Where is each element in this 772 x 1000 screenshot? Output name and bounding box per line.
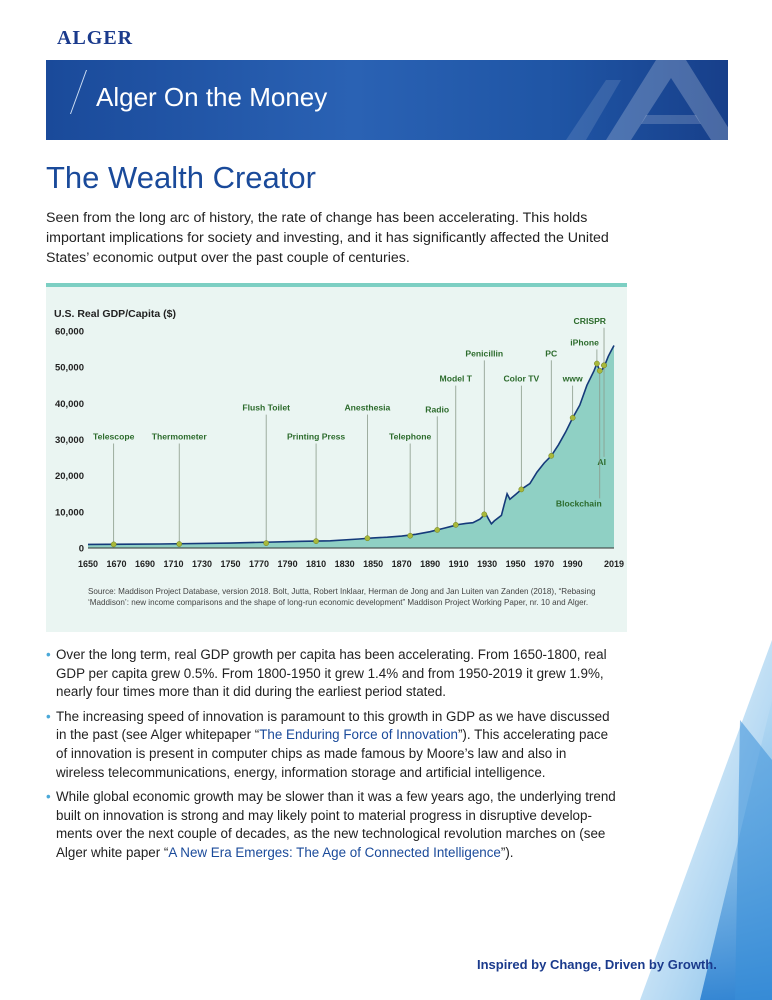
banner-title: Alger On the Money bbox=[96, 82, 328, 112]
x-tick-label: 1670 bbox=[106, 559, 127, 569]
annotation-label: Radio bbox=[425, 404, 450, 415]
annotation-marker bbox=[111, 542, 116, 547]
bullet-item bbox=[46, 788, 616, 862]
annotation-marker bbox=[597, 368, 602, 373]
annotation-marker bbox=[313, 539, 318, 544]
x-tick-label: 1930 bbox=[477, 559, 498, 569]
annotation-label: Telescope bbox=[92, 431, 135, 442]
x-tick-label: 2019 bbox=[603, 559, 625, 569]
y-tick-label: 30,000 bbox=[54, 435, 84, 446]
annotation-label: www bbox=[562, 373, 583, 384]
y-tick-label: 60,000 bbox=[54, 326, 84, 338]
x-tick-label: 1970 bbox=[534, 559, 555, 569]
annotation-label: Flush Toilet bbox=[242, 402, 290, 413]
annotation-label: CRISPR bbox=[573, 315, 607, 326]
annotation-marker bbox=[365, 536, 370, 541]
chart-title: U.S. Real GDP/Capita ($) bbox=[54, 308, 176, 320]
x-tick-label: 1890 bbox=[420, 559, 441, 569]
gdp-chart bbox=[46, 283, 627, 632]
intro-paragraph: Seen from the long arc of history, the rate of change has been accelerating. This holds important implications for society and investing, and it has significantly affected the United States’ economic output over the past couple of centuries. bbox=[46, 210, 609, 266]
bullet-text-post: ”). bbox=[500, 844, 514, 860]
annotation-marker bbox=[482, 512, 487, 517]
x-tick-label: 1650 bbox=[77, 559, 99, 569]
bullet-dot: • bbox=[46, 647, 51, 662]
annotation-label: Blockchain bbox=[555, 498, 602, 509]
annotation-marker bbox=[453, 522, 458, 527]
annotation-marker bbox=[570, 415, 575, 420]
gdp-chart-svg bbox=[46, 287, 627, 587]
x-tick-label: 1910 bbox=[448, 559, 469, 569]
y-tick-label: 50,000 bbox=[54, 362, 84, 374]
chart-source: Source: Maddison Project Database, version 2018. Bolt, Jutta, Robert Inklaar, Herman de Jong and Jan Luiten van Zanden (2018), “Rebasing ‘Maddison’: new income comparisons and the shape of long-run economic development” Maddison Project Working Paper, nr. 10 and Alger. bbox=[88, 587, 596, 607]
x-tick-label: 1750 bbox=[220, 559, 241, 569]
annotation-label: iPhone bbox=[570, 337, 599, 348]
new-era-link[interactable]: A New Era Emerges: The Age of Connected Intelligence bbox=[168, 844, 501, 860]
annotation-label: Model T bbox=[439, 373, 473, 384]
annotation-marker bbox=[519, 487, 524, 492]
page-title: The Wealth Creator bbox=[46, 160, 316, 195]
bullet-list bbox=[46, 646, 616, 869]
bullet-text-pre: While global economic growth may be slower than it was a few years ago, the underlying trend built on innovation is strong and may likely point to material progress in disruptive develop-ments over the next couple of decades, as the new technological revolution marches on (see Alger white paper “ bbox=[56, 789, 616, 860]
x-tick-label: 1870 bbox=[391, 559, 412, 569]
bullet-text: Over the long term, real GDP growth per capita has been accelerating. From 1650-1800, real GDP per capita grew 0.5%. From 1800-1950 it grew 1.4% and from 1950-2019 it grew 1.9%, nearly four times more than it did during the earliest period stated. bbox=[56, 647, 607, 700]
annotation-marker bbox=[264, 541, 269, 546]
annotation-label: PC bbox=[545, 348, 558, 359]
y-tick-label: 20,000 bbox=[54, 471, 84, 483]
annotation-marker bbox=[435, 527, 440, 532]
enduring-force-link[interactable]: The Enduring Force of Innovation bbox=[259, 727, 458, 743]
y-tick-label: 40,000 bbox=[54, 398, 84, 410]
bullet-dot: • bbox=[46, 708, 51, 724]
annotation-marker bbox=[177, 541, 182, 546]
bullet-item bbox=[46, 708, 616, 782]
bullet-text-pre: The increasing speed of innovation is paramount to this growth in GDP as we have discussed in the past (see Alger whitepaper “ bbox=[56, 708, 610, 743]
bullet-dot: • bbox=[46, 789, 51, 805]
x-tick-label: 1690 bbox=[135, 559, 156, 569]
x-tick-label: 1730 bbox=[192, 559, 213, 569]
y-tick-label: 10,000 bbox=[54, 507, 84, 519]
annotation-label: Penicillin bbox=[465, 348, 504, 359]
x-tick-label: 1790 bbox=[277, 559, 298, 569]
x-tick-label: 1990 bbox=[562, 559, 583, 569]
x-tick-label: 1830 bbox=[334, 559, 355, 569]
x-tick-label: 1810 bbox=[306, 559, 327, 569]
x-tick-label: 1770 bbox=[249, 559, 270, 569]
x-tick-label: 1850 bbox=[363, 559, 384, 569]
tagline: Inspired by Change, Driven by Growth. bbox=[477, 957, 717, 972]
bullet-text-post: ”). This accelerating pace of innovation is present in computer chips as made famous by Moore’s law and also in wireless telecommunications, energy, information storage and artificial intelligence. bbox=[56, 727, 609, 780]
annotation-marker bbox=[549, 453, 554, 458]
annotation-label: Telephone bbox=[388, 431, 432, 442]
annotation-label: Anesthesia bbox=[344, 402, 391, 413]
annotation-label: AI bbox=[597, 456, 607, 467]
x-tick-label: 1950 bbox=[505, 559, 526, 569]
annotation-marker bbox=[601, 363, 606, 368]
x-tick-label: 1710 bbox=[163, 559, 184, 569]
annotation-marker bbox=[408, 533, 413, 538]
bullet-item bbox=[46, 646, 616, 702]
annotation-label: Thermometer bbox=[151, 431, 207, 442]
y-tick-label: 0 bbox=[78, 543, 84, 555]
annotation-label: Color TV bbox=[503, 373, 540, 384]
brand-logo: ALGER bbox=[57, 27, 134, 49]
annotation-marker bbox=[594, 361, 599, 366]
header-banner bbox=[46, 60, 728, 140]
annotation-label: Printing Press bbox=[286, 431, 346, 442]
